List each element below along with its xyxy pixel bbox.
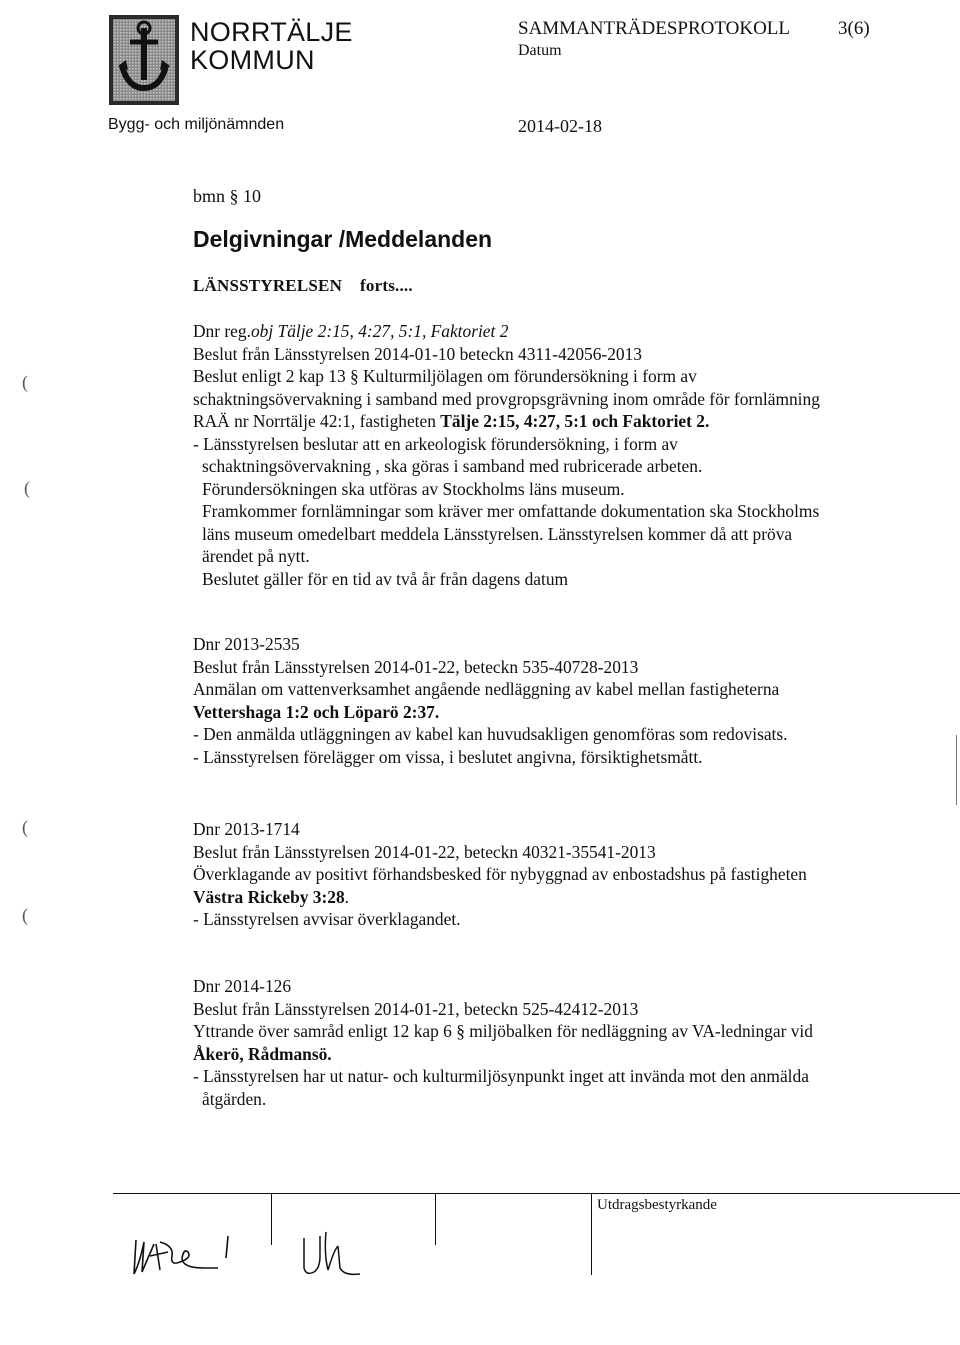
scan-edge-line (956, 735, 957, 805)
meeting-date: 2014-02-18 (518, 116, 602, 136)
dnr-prefix: Dnr reg. (193, 321, 251, 341)
committee-name: Bygg- och miljönämnden (108, 116, 285, 133)
item-line: - Länsstyrelsen förelägger om vissa, i beslutet angivna, försiktighetsmått. (193, 746, 703, 767)
signature-table-top-border (113, 1193, 960, 1194)
item-line (193, 1043, 913, 1066)
margin-mark: ( (22, 905, 28, 925)
authority-name: LÄNSSTYRELSEN (193, 276, 343, 295)
item-line: Beslut enligt 2 kap 13 § Kulturmiljölagen om förundersökning i form av (193, 366, 697, 386)
margin-mark: ( (22, 372, 28, 392)
signature-divider (435, 1193, 436, 1245)
section-title: Delgivningar /Meddelanden (193, 226, 493, 252)
item-line: Förundersökningen ska utföras av Stockholms läns museum. (202, 478, 625, 499)
date-label: Datum (518, 42, 562, 59)
authority-continued: forts.... (360, 276, 413, 295)
page-number: 3(6) (838, 18, 870, 39)
item-line: Beslut från Länsstyrelsen 2014-01-21, beteckn 525-42412-2013 (193, 998, 639, 1019)
property-name: Åkerö, Rådmansö. (193, 1043, 332, 1064)
org-name-line1: NORRTÄLJE (190, 17, 353, 47)
margin-mark: ( (22, 817, 28, 837)
item-line: Överklagande av positivt förhandsbesked för nybyggnad av enbostadshus på fastigheten (193, 864, 807, 884)
item-line: Beslut från Länsstyrelsen 2014-01-22, beteckn 535-40728-2013 (193, 656, 639, 677)
item-line: Beslut från Länsstyrelsen 2014-01-22, beteckn 40321-35541-2013 (193, 841, 656, 862)
property-name: Tälje 2:15, 4:27, 5:1 och Faktoriet 2. (440, 411, 710, 431)
item-line: - Den anmälda utläggningen av kabel kan huvudsakligen genomföras som redovisats. (193, 724, 788, 744)
item-line: Anmälan om vattenverksamhet angående nedläggning av kabel mellan fastigheterna (193, 679, 780, 699)
decision-item (193, 633, 913, 768)
item-text: . (344, 886, 350, 907)
organization-name (190, 18, 353, 74)
extract-certification-label: Utdragsbestyrkande (597, 1197, 717, 1213)
item-line: Framkommer fornlämningar som kräver mer omfattande dokumentation ska Stockholms (202, 501, 820, 521)
signature-initials (130, 1222, 260, 1292)
signature-initials (290, 1216, 380, 1286)
item-line: - Länsstyrelsen beslutar att en arkeologisk förundersökning, i form av (193, 433, 678, 454)
decision-item (193, 320, 913, 590)
authority-heading (193, 276, 413, 296)
paragraph-number: bmn § 10 (193, 186, 262, 206)
item-text: RAÄ nr Norrtälje 42:1, fastigheten (193, 411, 441, 431)
item-dnr: Dnr 2013-1714 (193, 819, 300, 839)
signature-divider (271, 1193, 272, 1245)
item-line: Yttrande över samråd enligt 12 kap 6 § miljöbalken för nedläggning av VA-ledningar vid (193, 1021, 813, 1041)
document-type: SAMMANTRÄDESPROTOKOLL (518, 18, 791, 39)
property-name: Västra Rickeby 3:28 (193, 886, 345, 907)
margin-mark: ( (24, 478, 30, 498)
item-line (193, 701, 913, 724)
item-dnr: Dnr 2013-2535 (193, 634, 300, 654)
org-name-line2: KOMMUN (190, 45, 315, 75)
property-name: Vettershaga 1:2 och Löparö 2:37. (193, 701, 440, 722)
item-line: schaktningsövervakning i samband med provgropsgrävning inom område för fornlämning (193, 388, 820, 409)
item-line: - Länsstyrelsen avvisar överklagandet. (193, 909, 461, 929)
item-line (193, 410, 913, 433)
item-line: Beslut från Länsstyrelsen 2014-01-10 beteckn 4311-42056-2013 (193, 343, 642, 364)
item-line: läns museum omedelbart meddela Länsstyrelsen. Länsstyrelsen kommer då att pröva (202, 523, 793, 544)
item-line (193, 886, 913, 909)
decision-item (193, 975, 913, 1110)
municipality-logo-icon (108, 14, 180, 106)
dnr-object: obj Tälje 2:15, 4:27, 5:1, Faktoriet 2 (250, 321, 509, 341)
item-line: åtgärden. (202, 1088, 267, 1109)
item-line: - Länsstyrelsen har ut natur- och kulturmiljösynpunkt inget att invända mot den anmälda (193, 1066, 809, 1086)
item-line: ärendet på nytt. (202, 546, 310, 566)
item-line: Beslutet gäller för en tid av två år från dagens datum (202, 568, 569, 589)
decision-item (193, 818, 913, 931)
item-dnr (193, 320, 913, 343)
item-line: schaktningsövervakning , ska göras i samband med rubricerade arbeten. (202, 456, 703, 476)
signature-divider (591, 1193, 592, 1275)
item-dnr: Dnr 2014-126 (193, 976, 292, 996)
